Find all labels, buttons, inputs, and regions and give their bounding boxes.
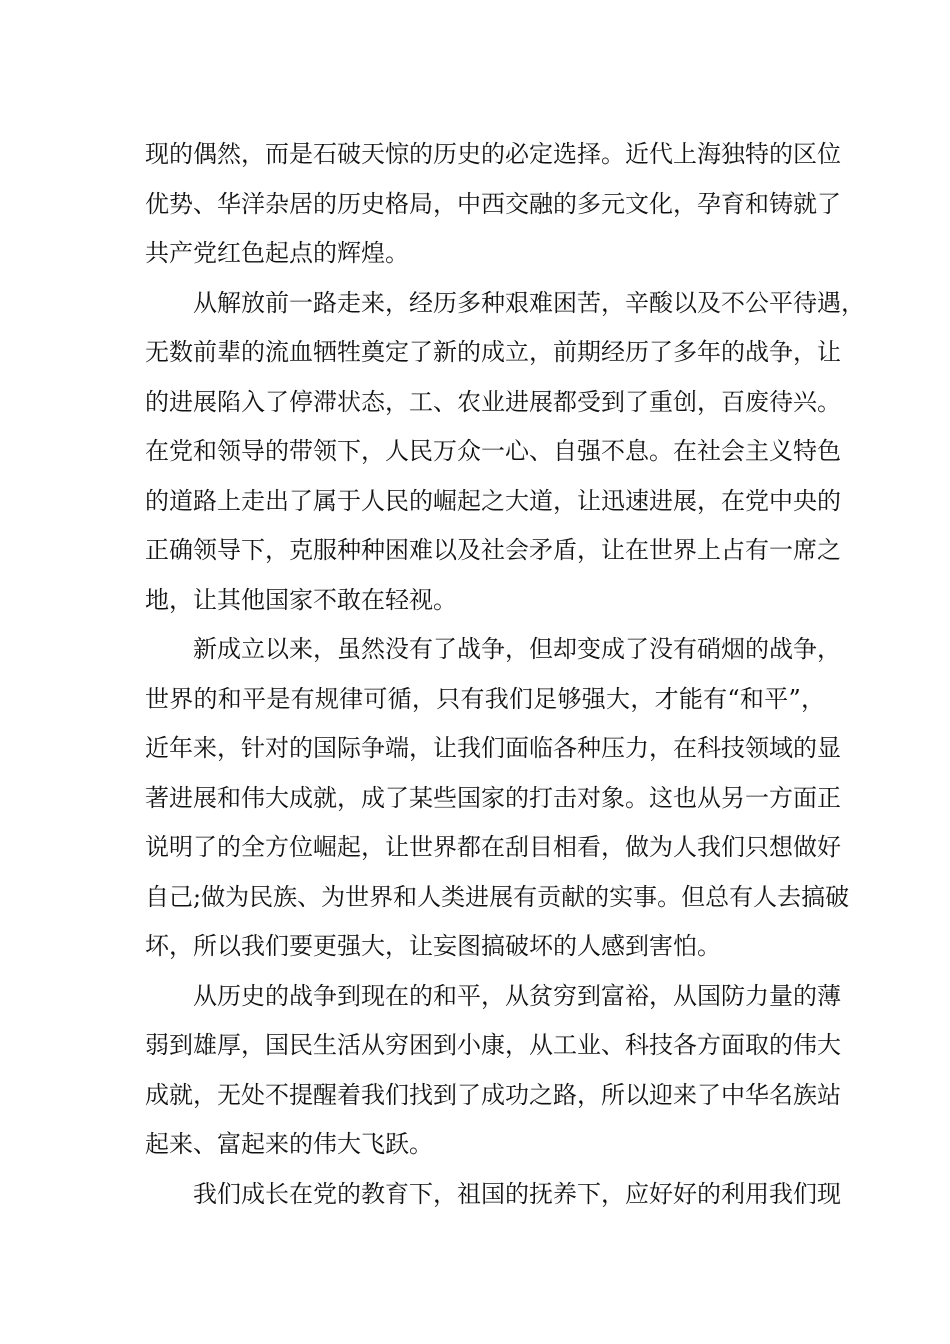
- text-line: 现的偶然，而是石破天惊的历史的必定选择。近代上海独特的区位: [145, 140, 841, 168]
- text-line: 成就，无处不提醒着我们找到了成功之路，所以迎来了中华名族站: [145, 1080, 841, 1109]
- text-line: 的进展陷入了停滞状态，工、农业进展都受到了重创，百废待兴。: [145, 387, 841, 416]
- text-line: 近年来，针对的国际争端，让我们面临各种压力，在科技领域的显: [145, 734, 841, 762]
- text-line: 说明了的全方位崛起，让世界都在刮目相看，做为人我们只想做好: [145, 833, 841, 861]
- text-line: 无数前辈的流血牺牲奠定了新的成立，前期经历了多年的战争，让: [145, 338, 841, 366]
- paragraph-first-line: 从历史的战争到现在的和平，从贫穷到富裕，从国防力量的薄: [193, 981, 841, 1010]
- body-text: [145, 130, 865, 1219]
- text-line: 坏，所以我们要更强大，让妄图搞破坏的人感到害怕。: [145, 932, 721, 960]
- text-line: 正确领导下，克服种种困难以及社会矛盾，让在世界上占有一席之: [145, 536, 841, 564]
- paragraph-first-line: 新成立以来，虽然没有了战争，但却变成了没有硝烟的战争，: [193, 635, 841, 663]
- paragraph-first-line: 我们成长在党的教育下，祖国的抚养下，应好好的利用我们现: [193, 1179, 841, 1208]
- text-line: 在党和领导的带领下，人民万众一心、自强不息。在社会主义特色: [145, 437, 841, 465]
- text-line: 自己;做为民族、为世界和人类进展有贡献的实事。但总有人去搞破: [145, 882, 850, 911]
- text-line: 共产党红色起点的辉煌。: [145, 239, 409, 267]
- text-line: 著进展和伟大成就，成了某些国家的打击对象。这也从另一方面正: [145, 783, 841, 812]
- text-line: 弱到雄厚，国民生活从穷困到小康，从工业、科技各方面取的伟大: [145, 1031, 841, 1059]
- text-line: 世界的和平是有规律可循，只有我们足够强大，才能有“和平”，: [145, 684, 825, 713]
- text-line: 地，让其他国家不敢在轻视。: [145, 585, 457, 614]
- text-line: 起来、富起来的伟大飞跃。: [145, 1130, 433, 1158]
- text-line: 优势、华洋杂居的历史格局，中西交融的多元文化，孕育和铸就了: [145, 189, 841, 218]
- text-line: 的道路上走出了属于人民的崛起之大道，让迅速进展，在党中央的: [145, 486, 841, 515]
- paragraph-first-line: 从解放前一路走来，经历多种艰难困苦，辛酸以及不公平待遇，: [193, 288, 865, 317]
